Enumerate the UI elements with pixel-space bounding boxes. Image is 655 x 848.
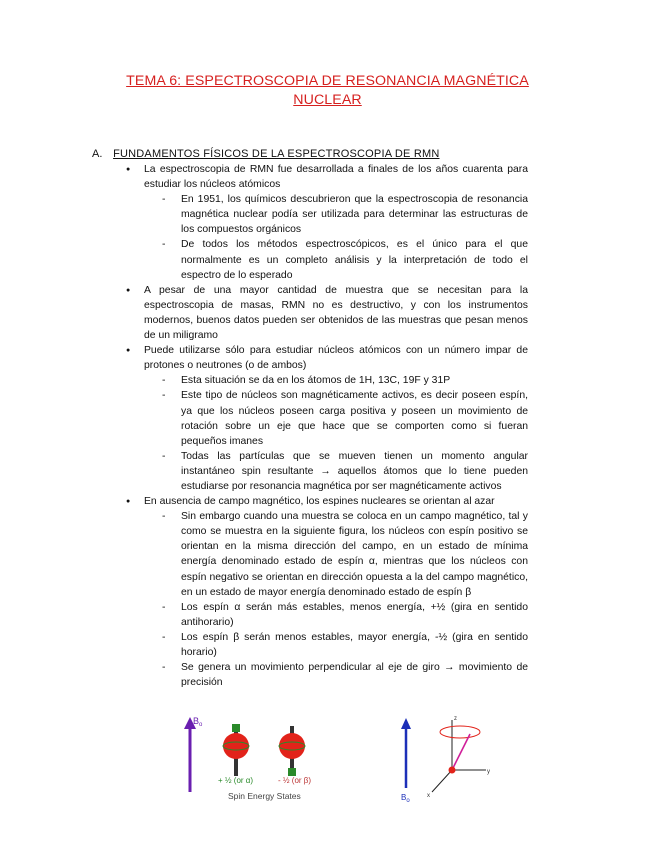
spin-energy-states-figure bbox=[180, 712, 355, 807]
title-line-2: NUCLEAR bbox=[293, 92, 362, 108]
bullet-text: ● En ausencia de campo magnético, los espines nucleares se orientan al azar bbox=[144, 496, 495, 508]
axis-x-line bbox=[432, 770, 452, 792]
bullet-item bbox=[144, 162, 528, 192]
spin-alpha-label: + ½ (or α) bbox=[218, 776, 254, 785]
sub-bullet-item bbox=[181, 509, 528, 600]
sub-bullet-item bbox=[181, 660, 528, 690]
section-letter: A. bbox=[92, 148, 103, 160]
field-arrowhead-right bbox=[401, 718, 411, 729]
document-title bbox=[0, 72, 655, 110]
precession-svg bbox=[390, 712, 500, 804]
spin-beta-label: - ½ (or β) bbox=[278, 776, 312, 785]
sub-bullet-item bbox=[181, 630, 528, 660]
precession-orbit bbox=[440, 726, 480, 738]
axis-z-label: z bbox=[454, 716, 457, 722]
bullet-list bbox=[0, 162, 655, 690]
sub-bullet-text: - Los espín β serán menos estables, mayor energía, -½ (gira en sentido horario) bbox=[181, 631, 528, 658]
sub-bullet-text: - De todos los métodos espectroscópicos, es el único para el que normalmente es un completo análisis y la interpretación de todo el espectro de lo esperado bbox=[181, 239, 528, 281]
field-label-left: $B_o$ bbox=[193, 716, 203, 728]
nucleus-alpha bbox=[223, 733, 249, 759]
bullet-text: ● Puede utilizarse sólo para estudiar núcleos atómicos con un número impar de protones o neutrones (o de ambos) bbox=[144, 345, 528, 372]
moment-vector bbox=[452, 734, 470, 770]
sub-bullet-text: - Esta situación se da en los átomos de 1H, 13C, 19F y 31P bbox=[181, 375, 451, 387]
sub-bullet-item bbox=[181, 237, 528, 282]
sub-bullet-item bbox=[181, 388, 528, 448]
bullet-text: ● A pesar de una mayor cantidad de muestra que se necesitan para la espectroscopia de masas, RMN no es destructivo, y con los instrumentos modernos, buenos datos pueden ser obtenidos de las muestras que pesan menos de un miligramo bbox=[144, 284, 528, 342]
sub-bullet-text: - En 1951, los químicos descubrieron que la espectroscopia de resonancia magnética nuclear podía ser utilizada para determinar las estructuras de los compuestos orgánicos bbox=[181, 194, 528, 236]
spin-cap-beta bbox=[288, 768, 296, 776]
sub-bullet-item bbox=[181, 600, 528, 630]
bullet-text: ● La espectroscopia de RMN fue desarrollada a finales de los años cuarenta para estudiar los núcleos atómicos bbox=[144, 164, 528, 191]
bullet-item bbox=[144, 494, 528, 509]
sub-bullet-text: - Todas las partículas que se mueven tienen un momento angular instantáneo spin resultante → aquellos átomos que lo tiene pueden estudiarse por resonancia magnética por ser magnéticamente activos bbox=[181, 450, 528, 492]
sub-bullet-text: - Este tipo de núcleos son magnéticamente activos, es decir poseen espín, ya que los núcleos poseen carga positiva y poseen un movimiento de rotación sobre un eje que hace que se comporten como si fueran pequeños imanes bbox=[181, 390, 528, 447]
precession-figure bbox=[390, 712, 500, 804]
sub-bullet-item bbox=[181, 449, 528, 494]
sub-bullet-text: - Los espín α serán más estables, menos energía, +½ (gira en sentido antihorario) bbox=[181, 601, 528, 628]
sub-bullet-item bbox=[181, 373, 528, 388]
title-line-1: TEMA 6: ESPECTROSCOPIA DE RESONANCIA MAGNÉTICA bbox=[126, 73, 529, 89]
sub-bullet-item bbox=[181, 192, 528, 237]
field-label-right: $B_o$ bbox=[401, 793, 410, 804]
axis-x-label: x bbox=[427, 793, 430, 799]
section-header bbox=[92, 147, 439, 161]
section-heading: FUNDAMENTOS FÍSICOS DE LA ESPECTROSCOPIA DE RMN bbox=[113, 148, 440, 160]
figures-row bbox=[0, 712, 655, 812]
spin-cap-alpha bbox=[232, 724, 240, 732]
nucleus-center bbox=[449, 767, 456, 774]
axis-y-label: y bbox=[487, 769, 490, 775]
sub-bullet-text: - Se genera un movimiento perpendicular al eje de giro → movimiento de precisión bbox=[181, 662, 528, 689]
sub-bullet-text: - Sin embargo cuando una muestra se coloca en un campo magnético, tal y como se muestra en la siguiente figura, los núcleos con espín positivo se orientan en la misma dirección del campo, en un estado de mínima energía denominado estado de espín α, mientras que los núcleos con espín negativo se orientan en dirección opuesta a la del campo magnético, en un estado de mayor energía denominado estado de espín β bbox=[181, 511, 528, 598]
bullet-item bbox=[144, 343, 528, 373]
figure-caption: Spin Energy States bbox=[228, 791, 301, 801]
nucleus-beta bbox=[279, 733, 305, 759]
bullet-item bbox=[144, 283, 528, 343]
